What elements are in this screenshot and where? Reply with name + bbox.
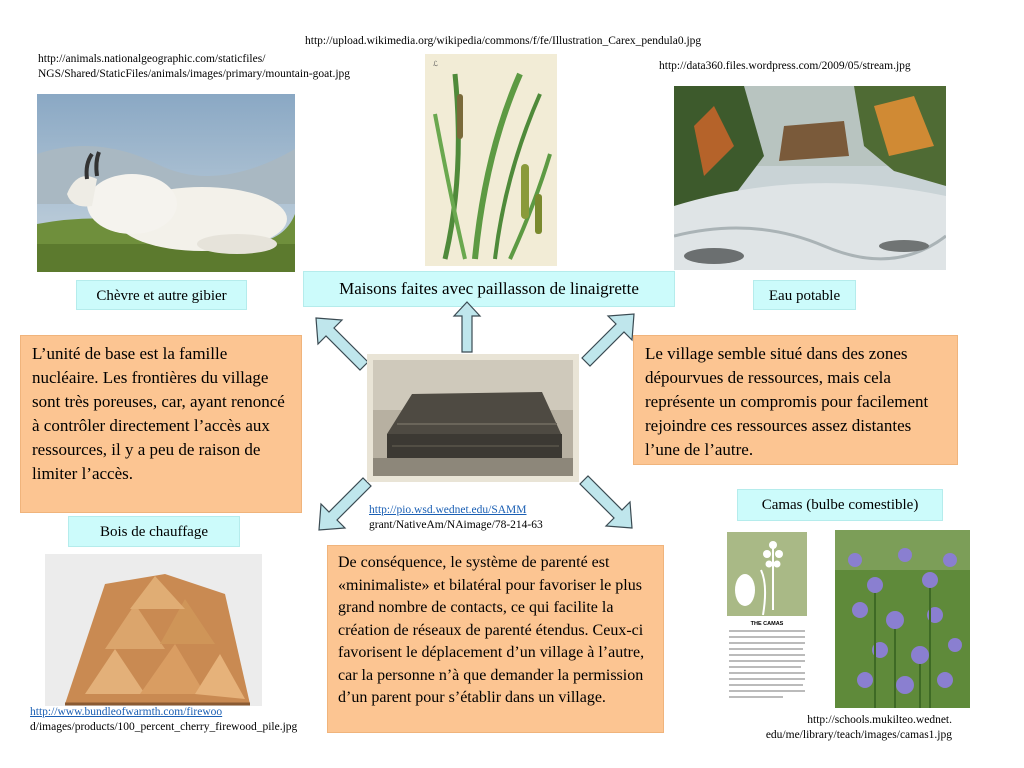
url-goat [38, 52, 408, 82]
url-camas [742, 713, 952, 743]
arrow-down-left [315, 474, 375, 534]
url-center [369, 503, 543, 533]
url-firewood-line2: d/images/products/100_percent_cherry_firewood_pile.jpg [30, 721, 298, 733]
url-firewood-link[interactable]: http://www.bundleofwarmth.com/firewoo [30, 706, 223, 718]
url-camas-line1: http://schools.mukilteo.wednet. [807, 714, 952, 726]
camas-card-title: THE CAMAS [750, 621, 784, 627]
carex-illustration [425, 54, 557, 266]
url-stream: http://data360.files.wordpress.com/2009/05/stream.jpg [659, 60, 911, 72]
arrow-down-right [576, 472, 636, 532]
url-carex: http://upload.wikimedia.org/wikipedia/commons/f/fe/Illustration_Carex_pendula0.jpg [305, 35, 702, 47]
label-water: Eau potable [753, 280, 856, 310]
svg-text:ℒ: ℒ [433, 60, 439, 68]
url-camas-line2: edu/me/library/teach/images/camas1.jpg [765, 729, 952, 741]
url-goat-line1: http://animals.nationalgeographic.com/staticfiles/ [38, 53, 266, 65]
text-left-box: L’unité de base est la famille nucléaire. Les frontières du village sont très poreuses, car, ayant renoncé à contrôler directement l’accès aux ressources, il y a peu de raison de limiter l’accès. [20, 335, 302, 513]
url-goat-line2: NGS/Shared/StaticFiles/animals/images/primary/mountain-goat.jpg [38, 68, 351, 80]
url-center-line2: grant/NativeAm/NAimage/78-214-63 [369, 519, 543, 531]
url-center-link[interactable]: http://pio.wsd.wednet.edu/SAMM [369, 504, 527, 516]
arrow-up [452, 300, 482, 354]
label-camas: Camas (bulbe comestible) [737, 489, 943, 521]
url-firewood [30, 705, 297, 735]
text-bottom-box: De conséquence, le système de parenté est «minimaliste» et bilatéral pour favoriser le plus grand nombre de contacts, ce qui facilite la création de réseaux de parenté étendus. Ceux-ci favorisent le déplacement d’un village à l’autre, car la personne n’à que demander la permission d’un parent pour s’établir dans un village. [327, 545, 664, 733]
text-right-box: Le village semble situé dans des zones dépourvues de ressources, mais cela représente un compromis pour facilement rejoindre ces ressources assez distantes l’une de l’autre. [633, 335, 958, 465]
label-goat: Chèvre et autre gibier [76, 280, 247, 310]
longhouse-photo [367, 354, 579, 482]
label-firewood: Bois de chauffage [68, 516, 240, 547]
camas-card [723, 530, 811, 708]
label-houses: Maisons faites avec paillasson de linaigrette [303, 271, 675, 307]
camas-photo [835, 530, 970, 708]
firewood-photo [45, 554, 262, 706]
goat-photo [37, 94, 295, 272]
stream-photo [674, 86, 946, 270]
arrow-up-left [312, 314, 372, 374]
arrow-up-right [578, 310, 638, 370]
